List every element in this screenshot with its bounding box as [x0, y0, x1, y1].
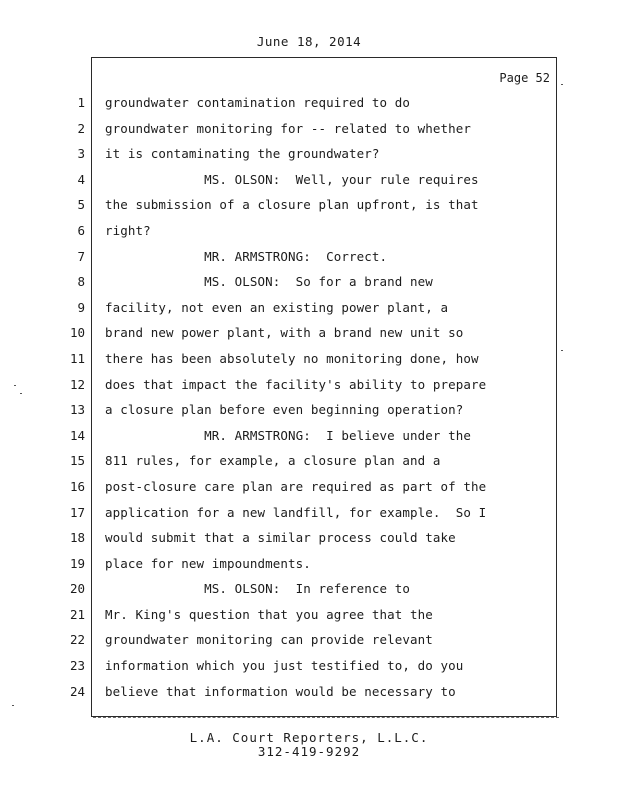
line-number-column	[55, 90, 85, 704]
transcript-line: would submit that a similar process could take	[105, 530, 456, 546]
transcript-line: application for a new landfill, for example. So I	[105, 504, 487, 520]
transcript-line: facility, not even an existing power plant, a	[105, 299, 449, 315]
line-number: 1	[77, 95, 85, 110]
line-number: 14	[69, 427, 85, 443]
line-number: 13	[69, 402, 85, 418]
line-number: 15	[69, 453, 85, 469]
transcript-line: believe that information would be necessary to	[105, 683, 456, 699]
transcript-line: it is contaminating the groundwater?	[105, 146, 380, 162]
line-number: 20	[69, 581, 85, 597]
transcript-line: post-closure care plan are required as part of the	[105, 478, 487, 494]
line-number: 11	[69, 350, 85, 366]
page-footer	[0, 731, 618, 759]
transcript-line: right?	[105, 222, 151, 238]
transcript-line: MS. OLSON: So for a brand new	[105, 274, 433, 290]
scan-speck	[561, 84, 563, 85]
transcript-line: groundwater monitoring can provide relevant	[105, 632, 433, 648]
line-number: 17	[69, 504, 85, 520]
scan-speck	[561, 350, 563, 351]
line-number: 3	[77, 146, 85, 162]
line-number: 24	[69, 683, 85, 699]
scan-speck	[12, 705, 14, 706]
scan-speck	[14, 385, 16, 386]
line-number: 19	[69, 555, 85, 571]
line-number: 18	[69, 530, 85, 546]
line-number: 7	[77, 248, 85, 264]
transcript-line: MR. ARMSTRONG: I believe under the	[105, 427, 472, 443]
transcript-line: information which you just testified to, do you	[105, 658, 464, 674]
transcript-line: there has been absolutely no monitoring done, how	[105, 350, 479, 366]
transcript-line: MS. OLSON: Well, your rule requires	[105, 171, 479, 187]
line-number: 9	[77, 299, 85, 315]
transcript-line: groundwater monitoring for -- related to whether	[105, 120, 472, 136]
line-number: 16	[69, 478, 85, 494]
line-number: 10	[69, 325, 85, 341]
transcript-line: place for new impoundments.	[105, 555, 311, 571]
transcript-line: does that impact the facility's ability to prepare	[105, 376, 487, 392]
line-number: 23	[69, 658, 85, 674]
transcript-line: the submission of a closure plan upfront, is that	[105, 197, 479, 213]
page-number: Page 52	[499, 71, 550, 85]
transcript-line: groundwater contamination required to do	[105, 95, 411, 110]
transcript-line: a closure plan before even beginning operation?	[105, 402, 464, 418]
court-reporter-phone: 312-419-9292	[257, 744, 361, 759]
court-reporter-name: L.A. Court Reporters, L.L.C.	[189, 730, 429, 745]
transcript-line: brand new power plant, with a brand new unit so	[105, 325, 464, 341]
line-number: 2	[77, 120, 85, 136]
scan-speck	[20, 393, 22, 394]
page-frame-bottom-edge	[93, 717, 559, 720]
line-number: 6	[77, 222, 85, 238]
line-number: 21	[69, 606, 85, 622]
transcript-line: Mr. King's question that you agree that the	[105, 606, 433, 622]
transcript-line: 811 rules, for example, a closure plan and a	[105, 453, 441, 469]
transcript-line: MR. ARMSTRONG: Correct.	[105, 248, 388, 264]
line-number: 12	[69, 376, 85, 392]
line-number: 8	[77, 274, 85, 290]
transcript-date: June 18, 2014	[256, 34, 362, 49]
line-number: 22	[69, 632, 85, 648]
transcript-line: MS. OLSON: In reference to	[105, 581, 411, 597]
line-number: 5	[77, 197, 85, 213]
line-number: 4	[77, 171, 85, 187]
transcript-body	[105, 90, 549, 704]
